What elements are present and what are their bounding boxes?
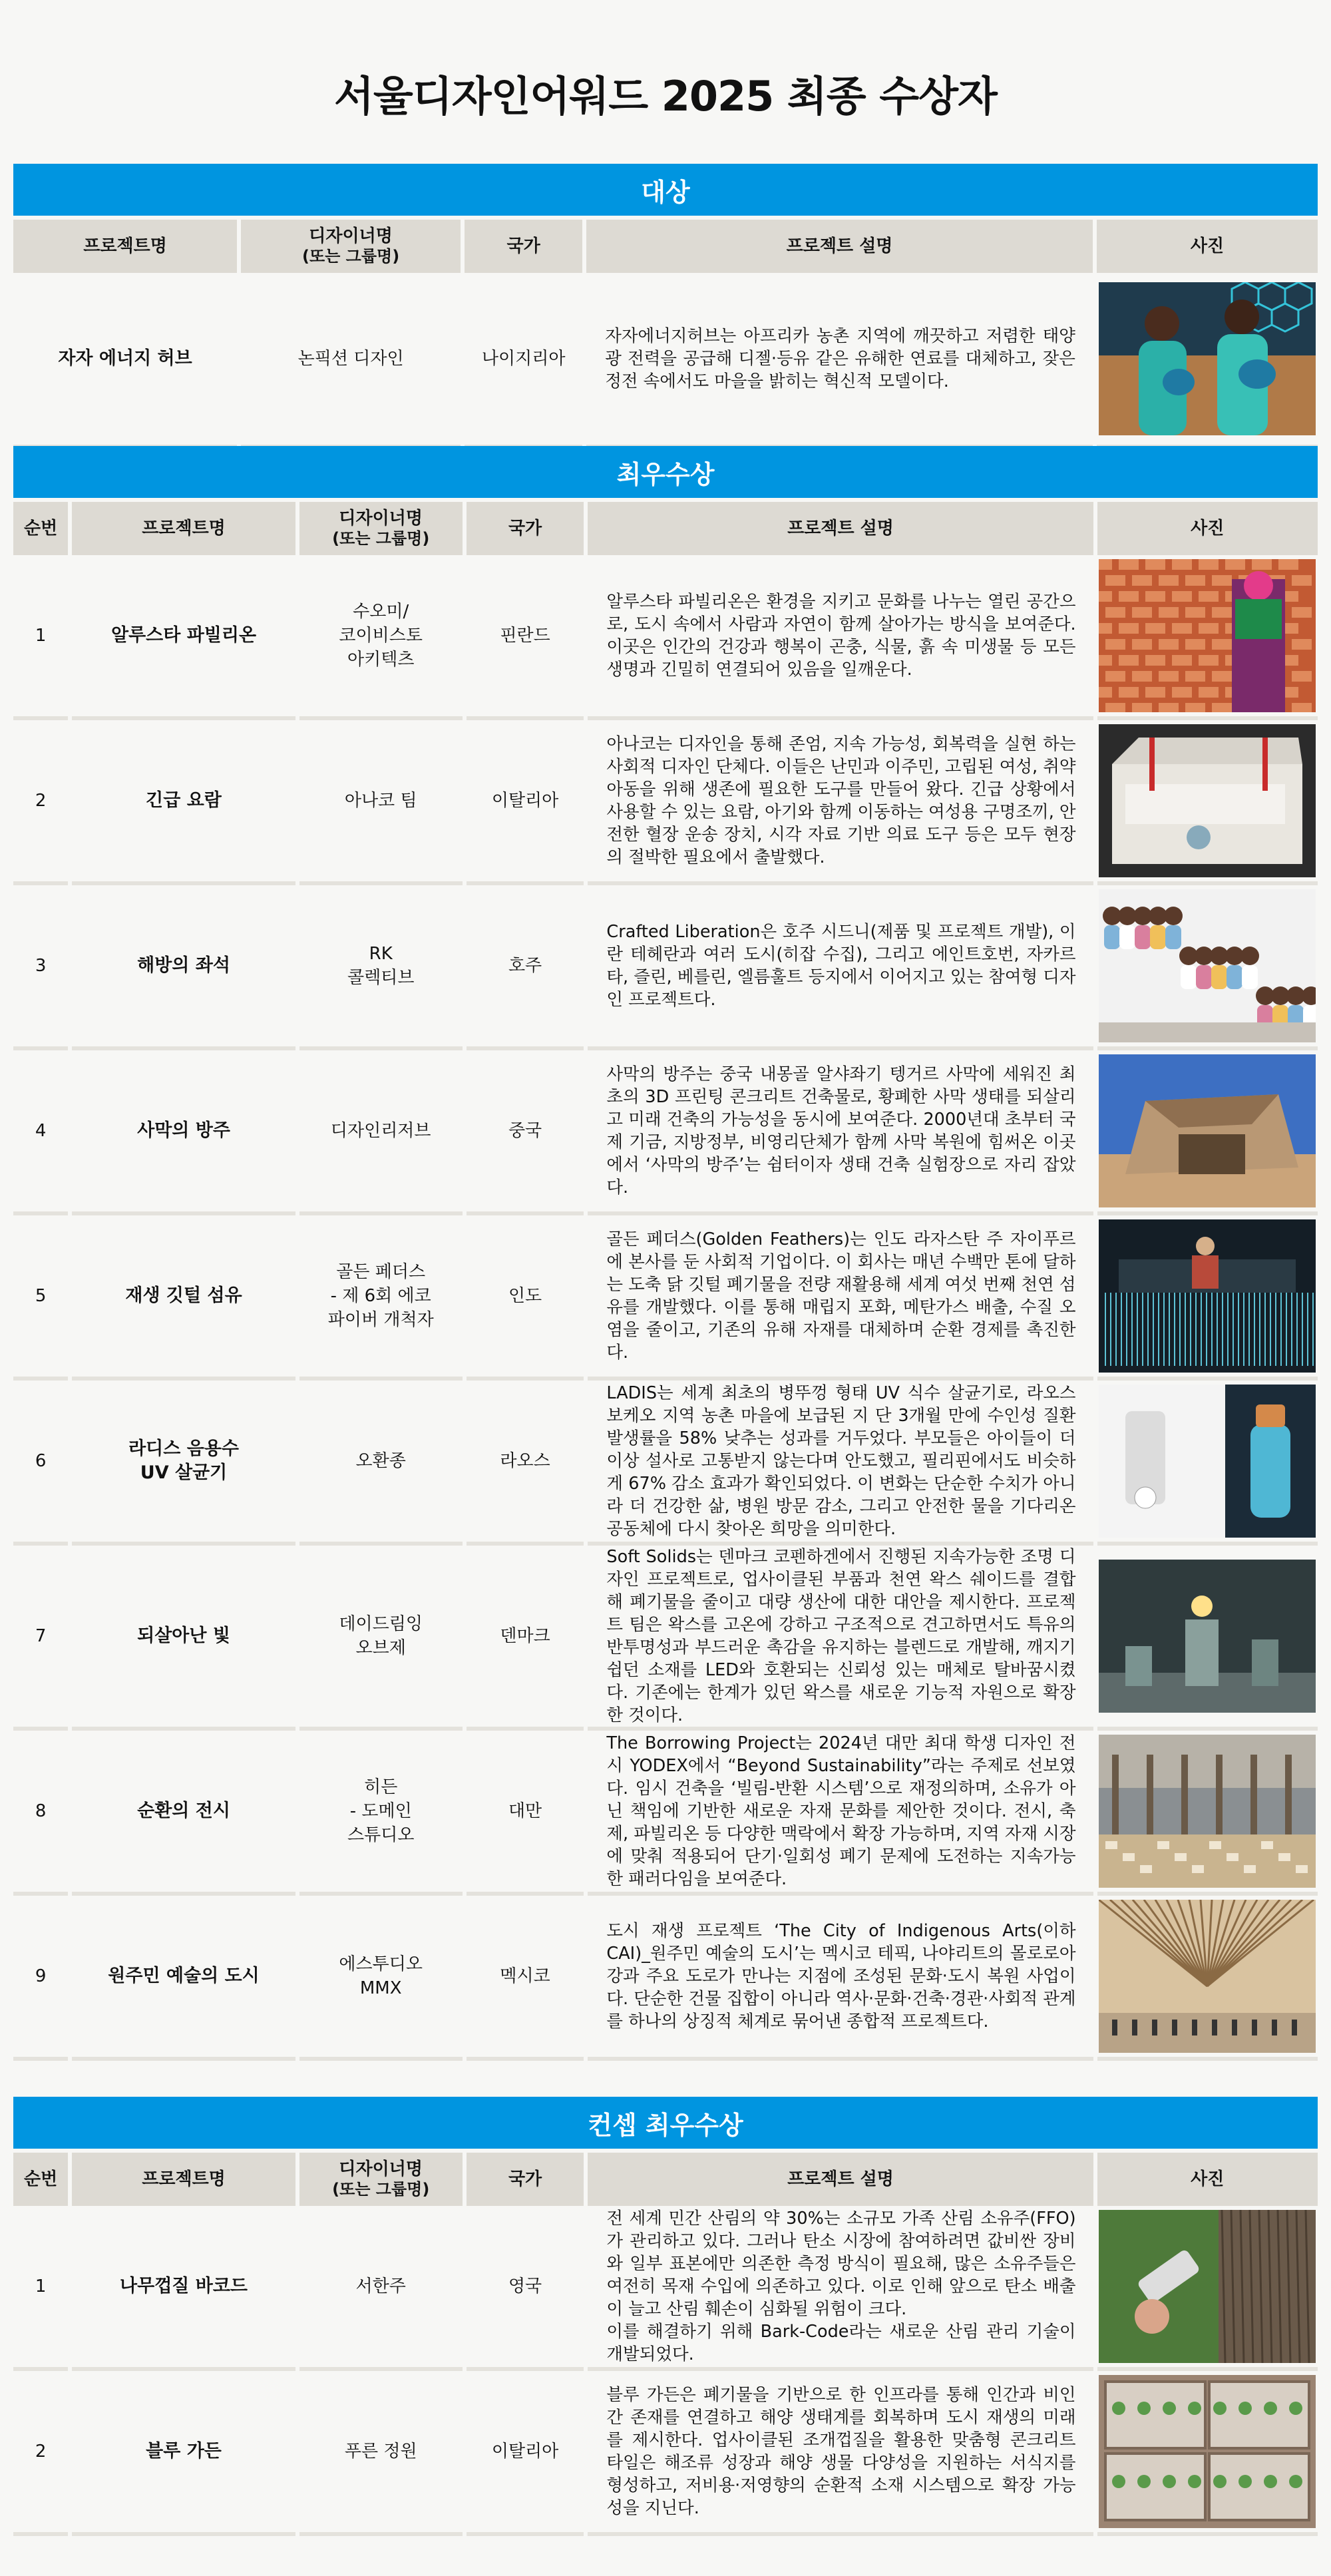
- project-photo: [1097, 2206, 1318, 2371]
- col-header-designer: 디자이너명 (또는 그룹명): [241, 216, 461, 273]
- country: 대만: [467, 1731, 584, 1896]
- col-header-designer: 디자이너명 (또는 그룹명): [299, 498, 463, 555]
- project-description: 자자에너지허브는 아프리카 농촌 지역에 깨끗하고 저렴한 태양광 전력을 공급해 디젤·등유 같은 유해한 연료를 대체하고, 잦은 정전 속에서도 마을을 밝히는 혁신적 모델이다.: [586, 273, 1093, 449]
- project-description: 도시 재생 프로젝트 ‘The City of Indigenous Arts(이하 CAI)_원주민 예술의 도시’는 멕시코 테픽, 나야리트의 몰로로아 강과 주요 도로가 만나는 지점에 조성된 문화·도시 복원 사업이다. 단순한 건물 집합이 아니라 역사·문화·건축·경관·사회적 관계를 하나의 상징적 체계로 묶어낸 종합적 프로젝트다.: [588, 1896, 1093, 2061]
- rank-cell: 5: [13, 1215, 68, 1381]
- col-header-photo: 사진: [1097, 498, 1318, 555]
- section-header-excellence: 최우수상: [13, 446, 1318, 498]
- project-name: 긴급 요람: [72, 720, 295, 885]
- country: 멕시코: [467, 1896, 584, 2061]
- section-header-grand-prize: 대상: [13, 164, 1318, 216]
- country: 핀란드: [467, 555, 584, 720]
- section-header-concept: 컨셉 최우수상: [13, 2097, 1318, 2149]
- table-row: [13, 2371, 1318, 2536]
- rank-cell: 2: [13, 720, 68, 885]
- excellence-table: [9, 498, 1322, 2061]
- country: 중국: [467, 1050, 584, 1215]
- col-header-project: 프로젝트명: [13, 216, 237, 273]
- project-name: 되살아난 빛: [72, 1546, 295, 1731]
- country: 영국: [467, 2206, 584, 2371]
- country: 덴마크: [467, 1546, 584, 1731]
- table-row: [13, 1896, 1318, 2061]
- project-photo: [1097, 2371, 1318, 2536]
- project-name: 블루 가든: [72, 2371, 295, 2536]
- rank-cell: 7: [13, 1546, 68, 1731]
- country: 인도: [467, 1215, 584, 1381]
- rank-cell: 2: [13, 2371, 68, 2536]
- project-photo: [1097, 1896, 1318, 2061]
- designer-name: 골든 페더스 - 제 6회 에코 파이버 개척자: [299, 1215, 463, 1381]
- table-row: [13, 1381, 1318, 1546]
- page-title: 서울디자인어워드 2025 최종 수상자: [334, 72, 997, 120]
- col-header-country: 국가: [467, 2149, 584, 2206]
- project-description: LADIS는 세계 최초의 병뚜껑 형태 UV 식수 살균기로, 라오스 보케오 지역 농촌 마을에 보급된 지 단 3개월 만에 수인성 질환 발생률을 58% 낮추는 성과를 거두었다. 부모들은 아이들이 더 이상 설사로 고통받지 않는다며 안도했고, 필리핀에서도 비슷하게 67% 감소 효과가 확인되었다. 이 변화는 단순한 수치가 아니라 더 건강한 삶, 병원 방문 감소, 그리고 안전한 물을 기다리온 공동체에 다시 찾아온 희망을 의미한다.: [588, 1381, 1093, 1546]
- col-header-description: 프로젝트 설명: [586, 216, 1093, 273]
- rank-cell: 1: [13, 555, 68, 720]
- rank-cell: 4: [13, 1050, 68, 1215]
- table-row: [13, 555, 1318, 720]
- table-row: [13, 885, 1318, 1050]
- project-name: 사막의 방주: [72, 1050, 295, 1215]
- col-header-country: 국가: [465, 216, 582, 273]
- project-photo: [1097, 273, 1318, 449]
- designer-name: 아나코 팀: [299, 720, 463, 885]
- cardboard-cradle-photo: [1099, 724, 1316, 877]
- country: 호주: [467, 885, 584, 1050]
- table-row: [13, 1215, 1318, 1381]
- concept-section: [13, 2097, 1318, 2536]
- project-description: 블루 가든은 폐기물을 기반으로 한 인프라를 통해 인간과 비인간 존재를 연결하고 해양 생태계를 회복하며 도시 재생의 미래를 제시한다. 업사이클된 조개껍질을 활용한 맞춤형 콘크리트 타일은 해조류 성장과 해양 생물 다양성을 지원하는 서식지를 형성하고, 저비용·저영향의 순환적 소재 시스템으로 확장 가능성을 지닌다.: [588, 2371, 1093, 2536]
- women-with-solar-lanterns-photo: [1099, 282, 1316, 435]
- project-name: 나무껍질 바코드: [72, 2206, 295, 2371]
- designer-name: RK 콜렉티브: [299, 885, 463, 1050]
- timber-canopy-photo: [1099, 1900, 1316, 2053]
- table-row: [13, 1050, 1318, 1215]
- uv-bottle-photo: [1099, 1385, 1316, 1538]
- designer-name: 푸른 정원: [299, 2371, 463, 2536]
- table-row: [13, 1546, 1318, 1731]
- designer-name: 논픽션 디자인: [241, 273, 461, 449]
- project-name: 라디스 음용수 UV 살균기: [72, 1381, 295, 1546]
- project-description: 알루스타 파빌리온은 환경을 지키고 문화를 나누는 열린 공간으로, 도시 속에서 사람과 자연이 함께 살아가는 방식을 보여준다. 이곳은 인간의 건강과 행복이 곤충, 식물, 흙 속 미생물 등 모든 생명과 긴밀히 연결되어 있음을 일깨운다.: [588, 555, 1093, 720]
- project-description: 전 세계 민간 산림의 약 30%는 소규모 가족 산림 소유주(FFO)가 관리하고 있다. 그러나 탄소 시장에 참여하려면 값비싼 장비와 일부 표본에만 의존한 측정 방식이 필요해, 많은 소유주들은 여전히 목재 수입에 의존하고 있다. 이로 인해 앞으로 탄소 배출이 늘고 산림 훼손이 심화될 위험이 크다. 이를 해결하기 위해 Bark-Code라는 새로운 산림 관리 기술이 개발되었다.: [588, 2206, 1093, 2371]
- table-row: [13, 2206, 1318, 2371]
- project-name: 해방의 좌석: [72, 885, 295, 1050]
- grand-prize-table: [9, 216, 1322, 449]
- table-row: [13, 720, 1318, 885]
- project-description: 아나코는 디자인을 통해 존엄, 지속 가능성, 회복력을 실현 하는 사회적 디자인 단체다. 이들은 난민과 이주민, 고립된 여성, 취약 아동을 위해 생존에 필요한 도구를 만들어 왔다. 긴급 상황에서 사용할 수 있는 요람, 아기와 함께 이동하는 여성용 구명조끼, 안전한 혈장 운송 장치, 시각 자료 기반 의료 도구 등은 모두 현장의 절박한 필요에서 출발했다.: [588, 720, 1093, 885]
- project-photo: [1097, 1731, 1318, 1896]
- loom-weaving-photo: [1099, 1219, 1316, 1373]
- col-header-project: 프로젝트명: [72, 498, 295, 555]
- project-photo: [1097, 1546, 1318, 1731]
- designer-name: 수오미/ 코이비스토 아키텍츠: [299, 555, 463, 720]
- designer-name: 데이드림잉 오브제: [299, 1546, 463, 1731]
- project-description: 골든 페더스(Golden Feathers)는 인도 라자스탄 주 자이푸르에 본사를 둔 사회적 기업이다. 이 회사는 매년 수백만 톤에 달하는 도축 닭 깃털 폐기물을 전량 재활용해 세계 여섯 번째 천연 섬유를 개발했다. 이를 통해 매립지 포화, 메탄가스 배출, 수질 오염을 줄이고, 기존의 유해 자재를 대체하며 순환 경제를 촉진한다.: [588, 1215, 1093, 1381]
- country: 나이지리아: [465, 273, 582, 449]
- project-photo: [1097, 1215, 1318, 1381]
- project-photo: [1097, 555, 1318, 720]
- table-header-row: [13, 498, 1318, 555]
- col-header-rank: 순번: [13, 498, 68, 555]
- col-header-photo: 사진: [1097, 216, 1318, 273]
- project-description: The Borrowing Project는 2024년 대만 최대 학생 디자인 전시 YODEX에서 “Beyond Sustainability”라는 주제로 선보였다. 임시 건축을 ‘빌림-반환 시스템’으로 재정의하며, 소유가 아닌 책임에 기반한 새로운 자재 문화를 제안한 것이다. 전시, 축제, 파빌리온 등 다양한 맥락에서 확장 가능하며, 지역 자재 시장에 맞춰 적용되어 단기·일회성 폐기 문제에 도전하는 지속가능한 패러다임을 보여준다.: [588, 1731, 1093, 1896]
- table-header-row: [13, 216, 1318, 273]
- project-description: 사막의 방주는 중국 내몽골 알샤좌기 텡거르 사막에 세워진 최초의 3D 프린팅 콘크리트 건축물로, 황폐한 사막 생태를 되살리고 미래 건축의 가능성을 동시에 보여준다. 2000년대 초부터 국제 기금, 지방정부, 비영리단체가 함께 사막 복원에 힘써온 이곳에서 ‘사막의 방주’는 쉼터이자 생태 건축 실험장으로 자리 잡았다.: [588, 1050, 1093, 1215]
- project-name: 자자 에너지 허브: [13, 273, 237, 449]
- designer-name: 디자인리저브: [299, 1050, 463, 1215]
- col-header-rank: 순번: [13, 2149, 68, 2206]
- shell-tiles-photo: [1099, 2375, 1316, 2528]
- wax-lamps-photo: [1099, 1560, 1316, 1713]
- rank-cell: 3: [13, 885, 68, 1050]
- country: 라오스: [467, 1381, 584, 1546]
- col-header-project: 프로젝트명: [72, 2149, 295, 2206]
- designer-name: 오환종: [299, 1381, 463, 1546]
- col-header-description: 프로젝트 설명: [588, 2149, 1093, 2206]
- project-name: 원주민 예술의 도시: [72, 1896, 295, 2061]
- rank-cell: 1: [13, 2206, 68, 2371]
- country: 이탈리아: [467, 720, 584, 885]
- project-photo: [1097, 720, 1318, 885]
- col-header-photo: 사진: [1097, 2149, 1318, 2206]
- project-photo: [1097, 1050, 1318, 1215]
- exhibition-hall-photo: [1099, 1735, 1316, 1888]
- brick-pavilion-photo: [1099, 559, 1316, 712]
- col-header-country: 국가: [467, 498, 584, 555]
- country: 이탈리아: [467, 2371, 584, 2536]
- project-name: 알루스타 파빌리온: [72, 555, 295, 720]
- project-name: 순환의 전시: [72, 1731, 295, 1896]
- project-name: 재생 깃털 섬유: [72, 1215, 295, 1381]
- project-photo: [1097, 885, 1318, 1050]
- tree-bark-scanner-photo: [1099, 2210, 1316, 2363]
- concept-table: [9, 2149, 1322, 2536]
- table-row: [13, 273, 1318, 449]
- rank-cell: 9: [13, 1896, 68, 2061]
- table-row: [13, 1731, 1318, 1896]
- designer-name: 히든 - 도메인 스튜디오: [299, 1731, 463, 1896]
- rank-cell: 8: [13, 1731, 68, 1896]
- project-description: Crafted Liberation은 호주 시드니(제품 및 프로젝트 개발), 이란 테헤란과 여러 도시(히잡 수집), 그리고 에인트호번, 자카르타, 즐린, 베를린, 엘름훌트 등지에서 이어지고 있는 참여형 디자인 프로젝트다.: [588, 885, 1093, 1050]
- grand-prize-section: [13, 164, 1318, 449]
- project-photo: [1097, 1381, 1318, 1546]
- col-header-designer: 디자이너명 (또는 그룹명): [299, 2149, 463, 2206]
- rank-cell: 6: [13, 1381, 68, 1546]
- designer-name: 서한주: [299, 2206, 463, 2371]
- col-header-description: 프로젝트 설명: [588, 498, 1093, 555]
- women-group-photo: [1099, 889, 1316, 1042]
- table-header-row: [13, 2149, 1318, 2206]
- desert-ark-photo: [1099, 1054, 1316, 1207]
- designer-name: 에스투디오 MMX: [299, 1896, 463, 2061]
- project-description: Soft Solids는 덴마크 코펜하겐에서 진행된 지속가능한 조명 디자인 프로젝트로, 업사이클된 부품과 천연 왁스 쉐이드를 결합해 폐기물을 줄이고 대량 생산에 대한 대안을 제시한다. 프로젝트 팀은 왁스를 고온에 강하고 구조적으로 견고하면서도 특유의 반투명성과 부드러운 촉감을 유지하는 블렌드로 개발해, 깨지기 쉽던 소재를 LED와 호환되는 신뢰성 있는 매체로 탈바꿈시켰다. 기존에는 한계가 있던 왁스를 새로운 기능적 자원으로 확장한 것이다.: [588, 1546, 1093, 1731]
- excellence-section: [13, 446, 1318, 2061]
